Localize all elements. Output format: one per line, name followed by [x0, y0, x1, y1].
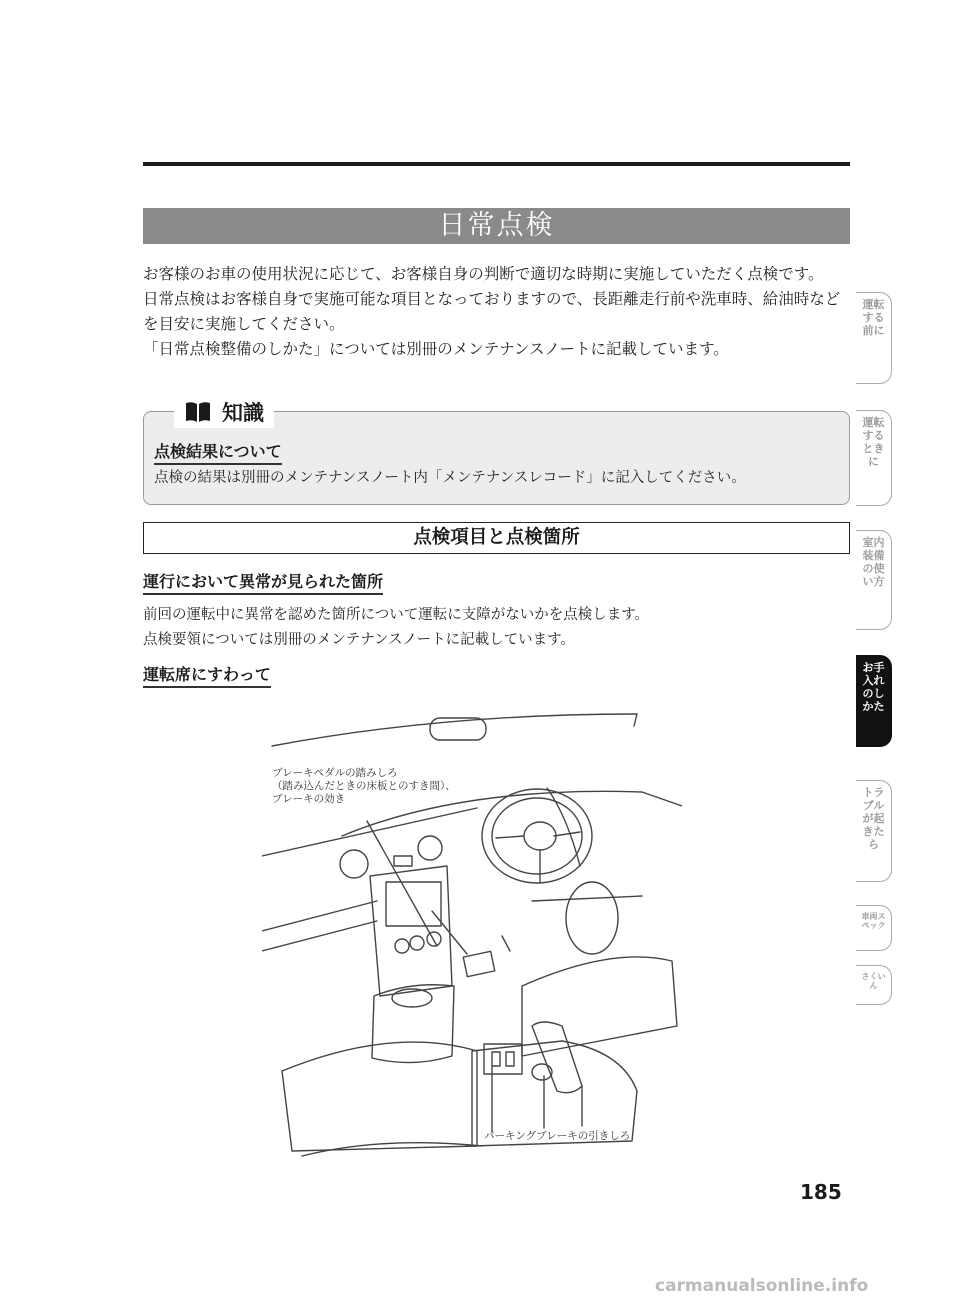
tab-index[interactable] [856, 965, 892, 1005]
tab-specs[interactable] [856, 905, 892, 951]
tab-interior-equipment[interactable] [856, 530, 892, 630]
brake-callout [272, 767, 456, 806]
tab-label: 車両スペック [861, 912, 886, 930]
tip-body: 点検の結果は別冊のメンテナンスノート内「メンテナンスレコード」に記入してください。 [154, 470, 746, 486]
intro-line: 「日常点検整備のしかた」については別冊のメンテナンスノートに記載しています。 [143, 340, 729, 358]
intro-line: 日常点検はお客様自身で実施可能な項目となっておりますので、長距離走行前や洗車時、給油時などを目安に実施してください。 [143, 290, 841, 333]
tab-maintenance[interactable] [856, 655, 892, 747]
tab-label: お手入れのしかた [862, 661, 885, 713]
section-title: 点検項目と点検箇所 [143, 522, 850, 554]
brake-callout-line: ブレーキの効き [272, 793, 346, 805]
tip-heading: 点検結果について [154, 439, 282, 465]
abnormal-line: 点検要領については別冊のメンテナンスノートに記載しています。 [143, 632, 575, 648]
brake-callout-line: ブレーキペダルの踏みしろ [272, 767, 398, 779]
page-number: 185 [800, 1180, 842, 1204]
side-nav [856, 0, 896, 1302]
tab-trouble[interactable] [856, 780, 892, 882]
tab-label: さくいん [861, 972, 886, 990]
tab-label: トラブルが起きたら [862, 786, 885, 851]
page-title: 日常点検 [143, 208, 850, 244]
tab-before-driving[interactable] [856, 292, 892, 384]
watermark: carmanualsonline.info [655, 1276, 869, 1296]
parking-brake-callout: パーキングブレーキの引きしろ [484, 1130, 631, 1142]
top-rule [143, 162, 850, 166]
book-icon [184, 400, 212, 424]
intro-text [143, 262, 853, 362]
abnormal-line: 前回の運転中に異常を認めた箇所について運転に支障がないかを点検します。 [143, 607, 650, 623]
tip-title: 知識 [222, 401, 264, 425]
tip-header [174, 396, 274, 428]
abnormal-text [143, 603, 649, 653]
brake-callout-line: （踏み込んだときの床板とのすき間）、 [272, 780, 456, 792]
tab-label: 運転する前に [862, 298, 885, 337]
intro-line: お客様のお車の使用状況に応じて、お客様自身の判断で適切な時期に実施していただく点検です。 [143, 265, 824, 283]
driver-heading: 運転席にすわって [143, 662, 271, 688]
tab-label: 室内装備の使い方 [862, 536, 885, 588]
tab-while-driving[interactable] [856, 410, 892, 506]
tab-label: 運転するときに [862, 416, 885, 468]
abnormal-heading: 運行において異常が見られた箇所 [143, 569, 383, 595]
